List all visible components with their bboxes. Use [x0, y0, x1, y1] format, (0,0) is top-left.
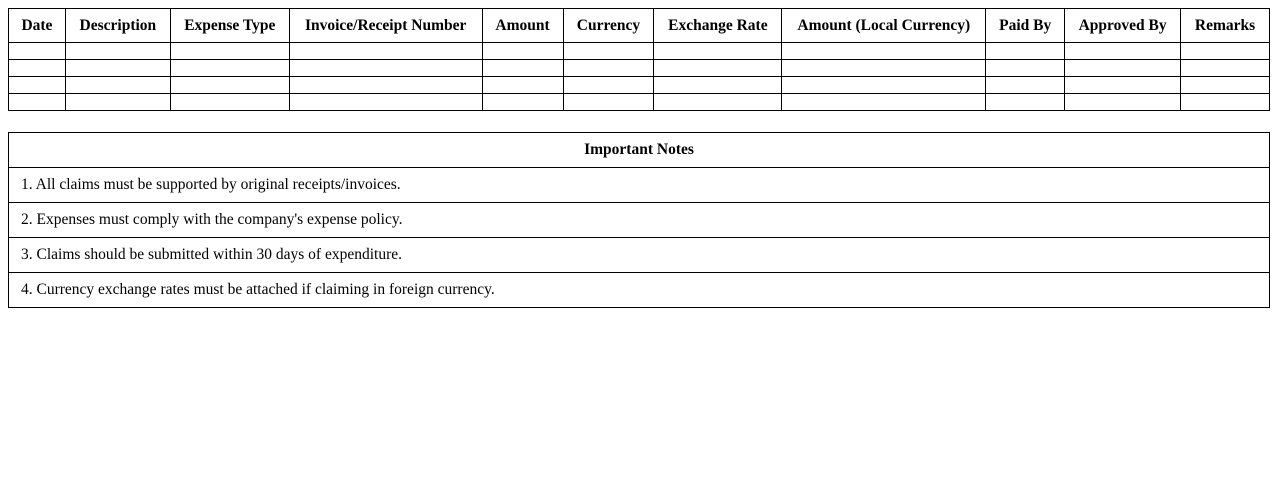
table-cell[interactable] — [65, 43, 170, 60]
table-cell[interactable] — [9, 94, 66, 111]
note-row — [9, 273, 1270, 308]
column-header-invoice-receipt-number: Invoice/Receipt Number — [289, 9, 482, 43]
table-cell[interactable] — [170, 43, 289, 60]
table-cell[interactable] — [782, 77, 986, 94]
table-cell[interactable] — [654, 43, 782, 60]
table-row — [9, 77, 1270, 94]
column-header-amount: Amount — [482, 9, 563, 43]
notes-title: Important Notes — [9, 133, 1270, 168]
table-cell[interactable] — [1065, 60, 1181, 77]
table-cell[interactable] — [9, 77, 66, 94]
table-cell[interactable] — [289, 77, 482, 94]
table-cell[interactable] — [65, 60, 170, 77]
table-row — [9, 94, 1270, 111]
table-cell[interactable] — [1181, 94, 1270, 111]
expense-table-body — [9, 43, 1270, 111]
table-cell[interactable] — [9, 43, 66, 60]
column-header-currency: Currency — [563, 9, 654, 43]
column-header-date: Date — [9, 9, 66, 43]
table-cell[interactable] — [482, 43, 563, 60]
table-row — [9, 60, 1270, 77]
note-item-2: 2. Expenses must comply with the company's expense policy. — [9, 203, 1270, 238]
table-cell[interactable] — [482, 60, 563, 77]
table-cell[interactable] — [1181, 77, 1270, 94]
column-header-approved-by: Approved By — [1065, 9, 1181, 43]
table-cell[interactable] — [782, 60, 986, 77]
table-cell[interactable] — [65, 77, 170, 94]
table-cell[interactable] — [170, 60, 289, 77]
table-cell[interactable] — [1181, 60, 1270, 77]
table-cell[interactable] — [782, 43, 986, 60]
table-cell[interactable] — [170, 94, 289, 111]
column-header-amount-local-currency: Amount (Local Currency) — [782, 9, 986, 43]
table-cell[interactable] — [65, 94, 170, 111]
column-header-description: Description — [65, 9, 170, 43]
table-cell[interactable] — [986, 43, 1065, 60]
note-item-4: 4. Currency exchange rates must be attached if claiming in foreign currency. — [9, 273, 1270, 308]
table-cell[interactable] — [563, 94, 654, 111]
table-cell[interactable] — [289, 43, 482, 60]
table-cell[interactable] — [289, 60, 482, 77]
table-cell[interactable] — [289, 94, 482, 111]
table-cell[interactable] — [563, 60, 654, 77]
table-cell[interactable] — [563, 43, 654, 60]
table-cell[interactable] — [170, 77, 289, 94]
table-cell[interactable] — [986, 94, 1065, 111]
note-row — [9, 168, 1270, 203]
expense-table — [8, 8, 1270, 111]
note-row — [9, 203, 1270, 238]
column-header-remarks: Remarks — [1181, 9, 1270, 43]
note-item-3: 3. Claims should be submitted within 30 days of expenditure. — [9, 238, 1270, 273]
table-cell[interactable] — [782, 94, 986, 111]
table-cell[interactable] — [1065, 77, 1181, 94]
expense-table-header-row — [9, 9, 1270, 43]
table-cell[interactable] — [482, 94, 563, 111]
table-cell[interactable] — [654, 60, 782, 77]
table-cell[interactable] — [1065, 94, 1181, 111]
table-cell[interactable] — [1181, 43, 1270, 60]
note-item-1: 1. All claims must be supported by original receipts/invoices. — [9, 168, 1270, 203]
column-header-paid-by: Paid By — [986, 9, 1065, 43]
table-cell[interactable] — [654, 94, 782, 111]
column-header-exchange-rate: Exchange Rate — [654, 9, 782, 43]
table-cell[interactable] — [654, 77, 782, 94]
table-cell[interactable] — [9, 60, 66, 77]
table-cell[interactable] — [1065, 43, 1181, 60]
table-cell[interactable] — [986, 60, 1065, 77]
table-row — [9, 43, 1270, 60]
table-cell[interactable] — [563, 77, 654, 94]
notes-header-row — [9, 133, 1270, 168]
table-cell[interactable] — [986, 77, 1065, 94]
note-row — [9, 238, 1270, 273]
important-notes-table — [8, 132, 1270, 308]
table-cell[interactable] — [482, 77, 563, 94]
column-header-expense-type: Expense Type — [170, 9, 289, 43]
